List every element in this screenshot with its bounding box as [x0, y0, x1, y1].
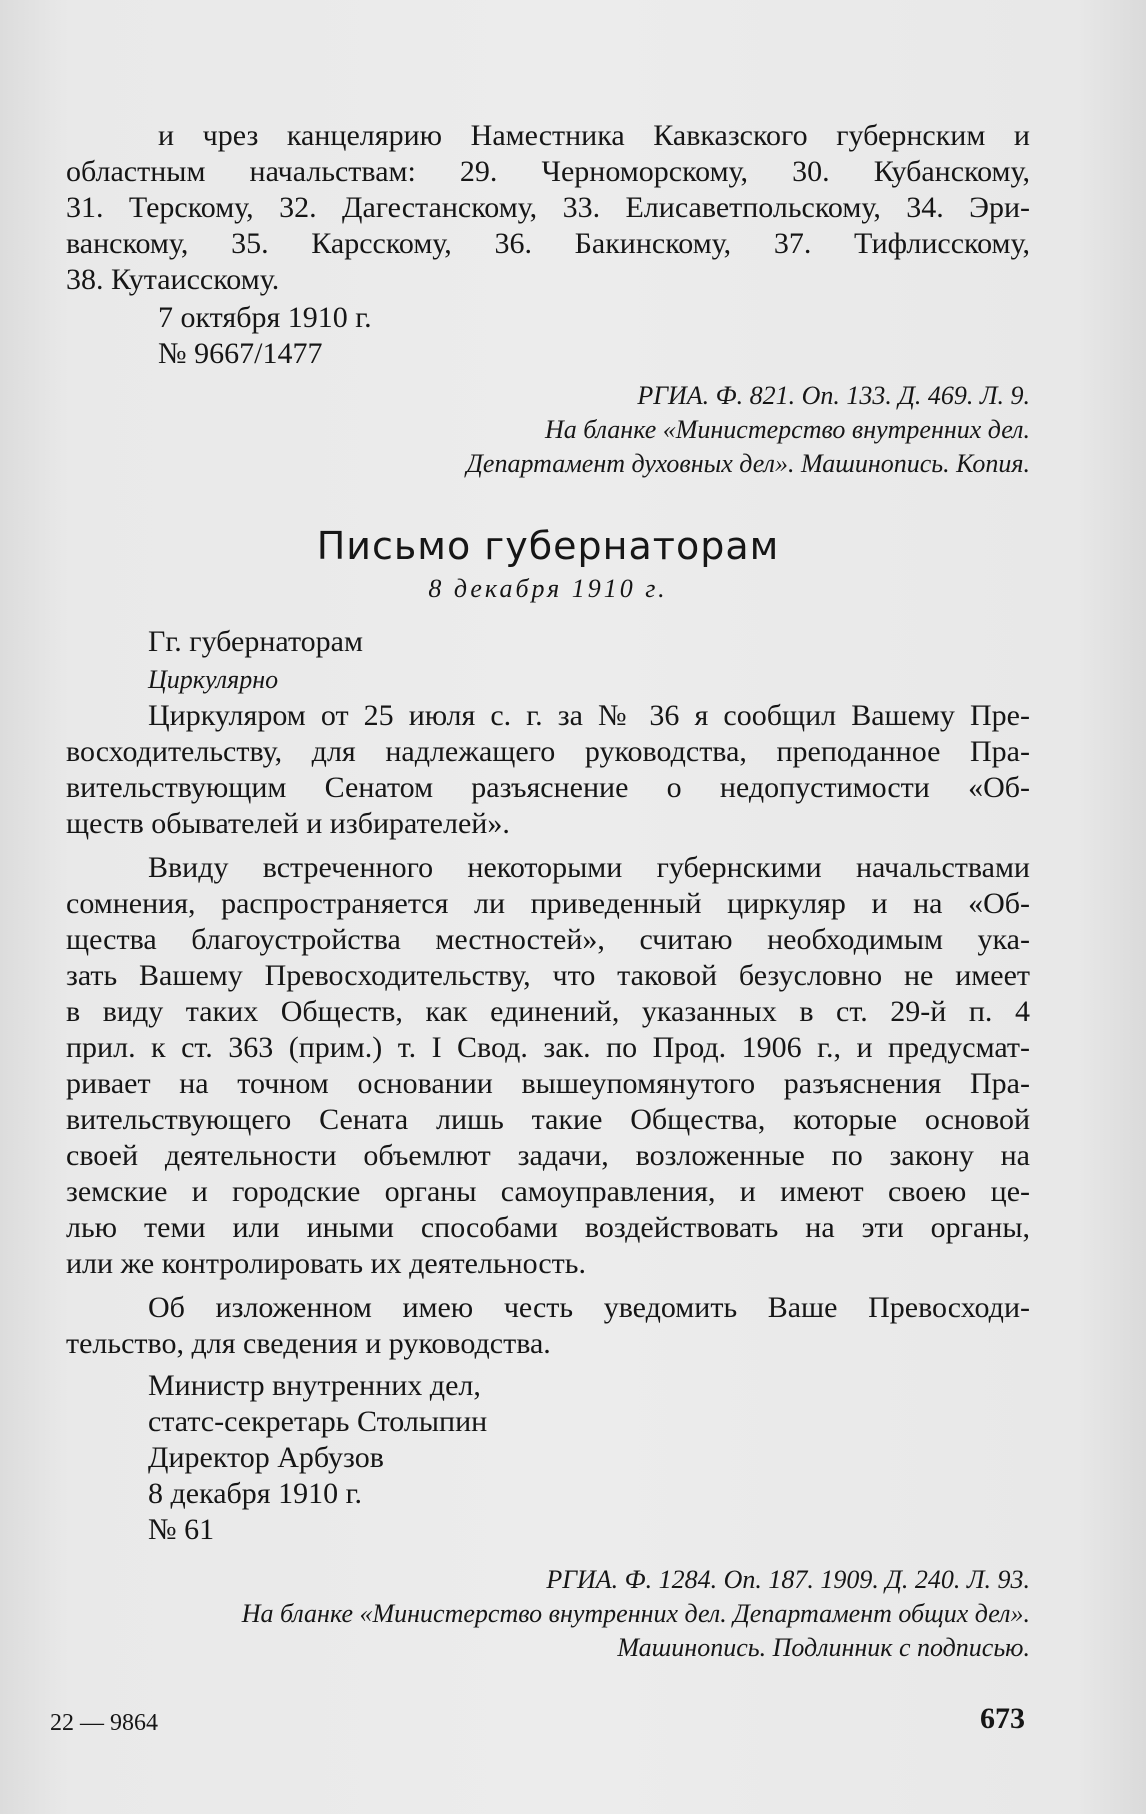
circular-label: Циркулярно	[148, 665, 279, 694]
source-note: Машинопись. Подлинник с подписью.	[617, 1633, 1030, 1662]
text-line: ривает на точном основании вышеупомянутого разъяснения Пра-	[66, 1067, 1030, 1100]
text-line: Ввиду встреченного некоторыми губернскими начальствами	[148, 851, 1030, 884]
signature-line: статс-секретарь Столыпин	[148, 1405, 488, 1438]
text-line: областным начальствам: 29. Черноморскому, 30. Кубанскому,	[66, 155, 1030, 188]
section-date: 8 декабря 1910 г.	[428, 574, 668, 603]
signature-line: Министр внутренних дел,	[148, 1369, 481, 1402]
addressee: Гг. губернаторам	[148, 625, 363, 658]
text-line: ванскому, 35. Карсскому, 36. Бакинскому, 37. Тифлисскому,	[66, 227, 1030, 260]
print-signature-mark: 22 — 9864	[50, 1710, 158, 1736]
source-note: На бланке «Министерство внутренних дел. Департамент общих дел».	[241, 1599, 1030, 1628]
archive-reference: РГИА. Ф. 821. Оп. 133. Д. 469. Л. 9.	[637, 381, 1030, 410]
source-note: Департамент духовных дел». Машинопись. Копия.	[466, 449, 1030, 478]
page-number: 673	[980, 1702, 1025, 1735]
text-line: прил. к ст. 363 (прим.) т. I Свод. зак. по Прод. 1906 г., и предусмат-	[66, 1031, 1030, 1064]
text-line: Об изложенном имею честь уведомить Ваше Превосходи-	[148, 1291, 1030, 1324]
text-line: вительствующего Сената лишь такие Общества, которые основой	[66, 1103, 1030, 1136]
text-line: тельство, для сведения и руководства.	[66, 1327, 551, 1360]
text-line: 31. Терскому, 32. Дагестанскому, 33. Елисаветпольскому, 34. Эри-	[66, 191, 1030, 224]
text-line: или же контролировать их деятельность.	[66, 1247, 586, 1280]
signature-line: Директор Арбузов	[148, 1441, 384, 1474]
text-line: лью теми или иными способами воздействовать на эти органы,	[66, 1211, 1030, 1244]
text-line: восходительству, для надлежащего руководства, преподанное Пра-	[66, 735, 1030, 768]
text-line: щества благоустройства местностей», считаю необходимым ука-	[66, 923, 1030, 956]
text-line: зать Вашему Превосходительству, что таковой безусловно не имеет	[66, 959, 1030, 992]
text-line: и чрез канцелярию Наместника Кавказского губернским и	[158, 119, 1030, 152]
section-title: Письмо губернаторам	[316, 524, 780, 568]
text-line: своей деятельности объемлют задачи, возложенные по закону на	[66, 1139, 1030, 1172]
archive-reference: РГИА. Ф. 1284. Оп. 187. 1909. Д. 240. Л. 93.	[546, 1565, 1030, 1594]
text-line: Циркуляром от 25 июля с. г. за № 36 я сообщил Вашему Пре-	[148, 699, 1030, 732]
text-line: 38. Кутаисскому.	[66, 263, 280, 296]
letter-number: № 9667/1477	[158, 337, 323, 370]
letter-date: 7 октября 1910 г.	[158, 301, 372, 334]
text-line: в виду таких Обществ, как единений, указанных в ст. 29-й п. 4	[66, 995, 1030, 1028]
text-line: сомнения, распространяется ли приведенный циркуляр и на «Об-	[66, 887, 1030, 920]
text-line: земские и городские органы самоуправления, и имеют своею це-	[66, 1175, 1030, 1208]
signature-line: № 61	[148, 1513, 215, 1546]
source-note: На бланке «Министерство внутренних дел.	[544, 415, 1030, 444]
text-line: вительствующим Сенатом разъяснение о недопустимости «Об-	[66, 771, 1030, 804]
text-line: ществ обывателей и избирателей».	[66, 807, 510, 840]
signature-line: 8 декабря 1910 г.	[148, 1477, 362, 1510]
